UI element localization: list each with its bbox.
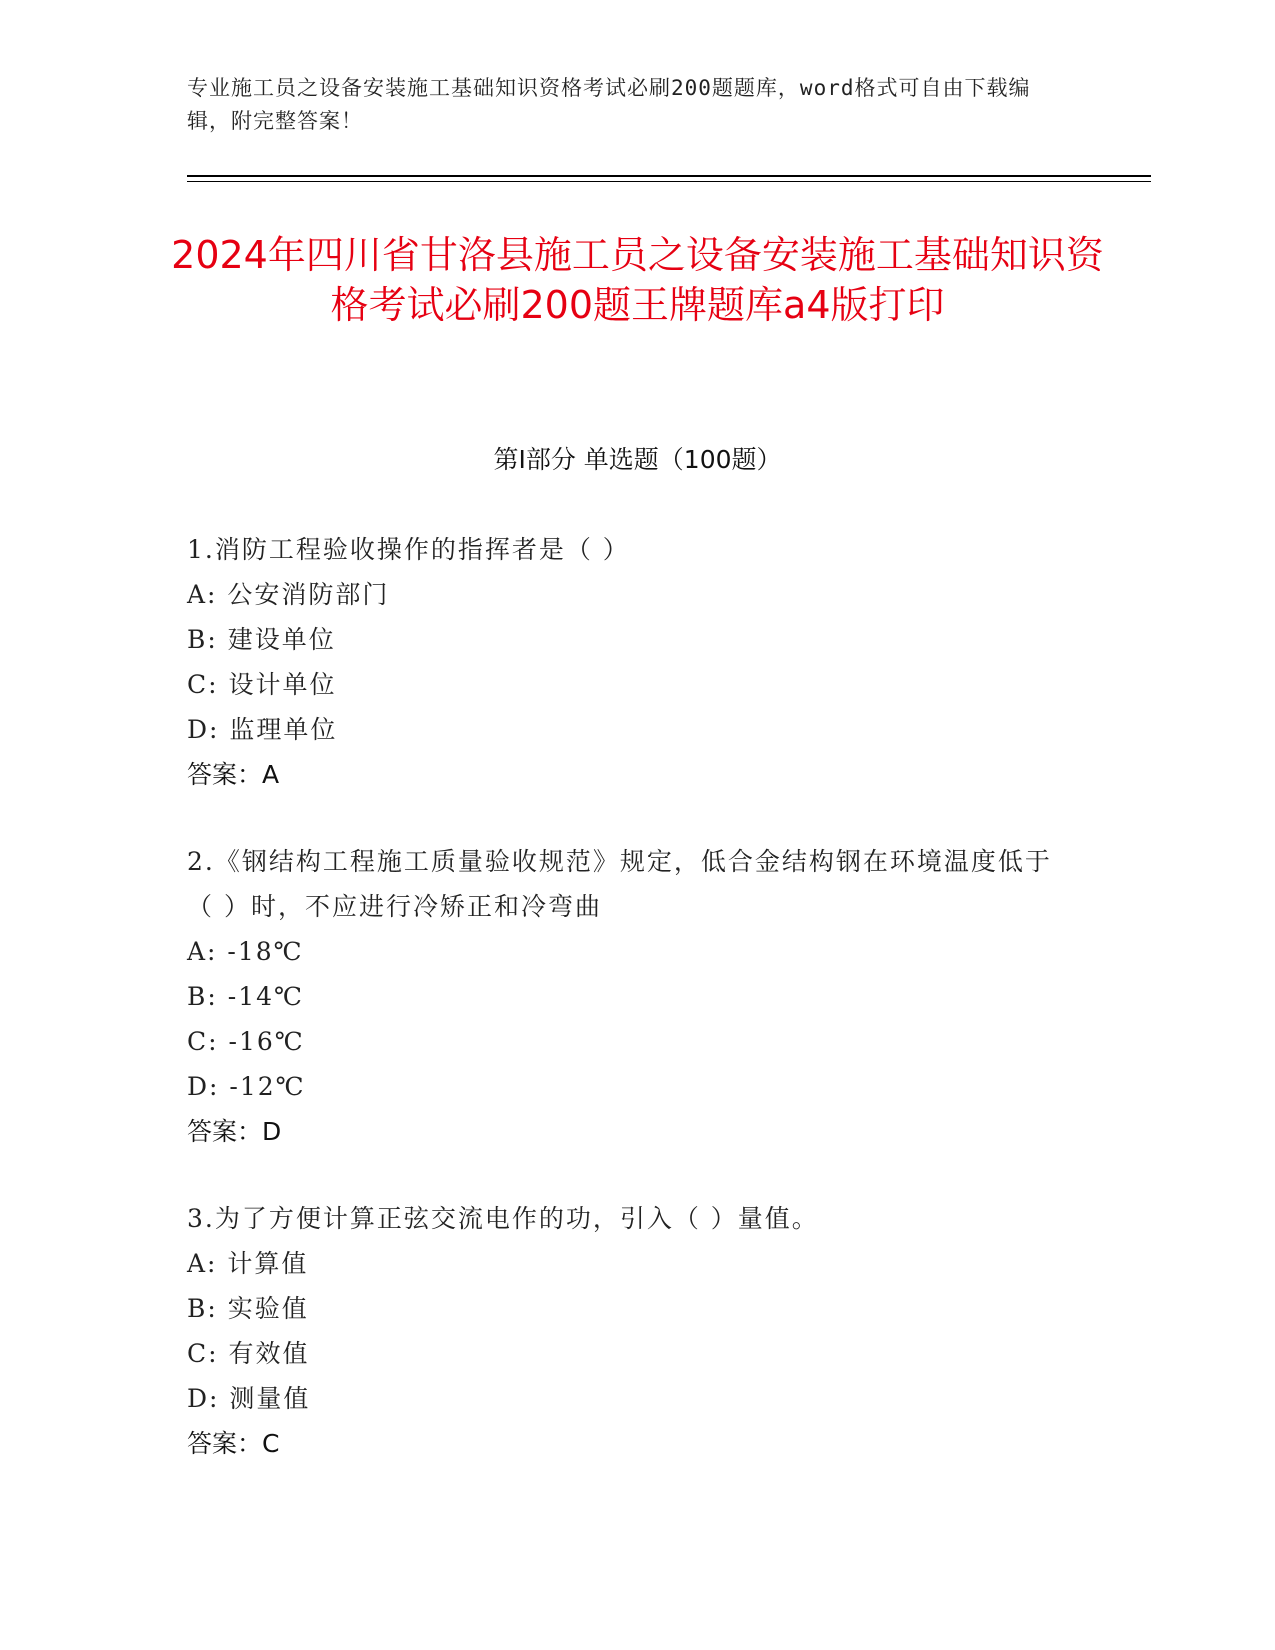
option-a: A: 计算值 [187,1249,309,1278]
answer: 答案：C [187,1429,280,1458]
question-stem: 2.《钢结构工程施工质量验收规范》规定，低合金结构钢在环境温度低于（ ）时，不应进行冷矫正和冷弯曲 [187,847,1052,921]
question-1 [187,527,1067,797]
option-c: C: 有效值 [187,1339,310,1368]
question-stem: 3.为了方便计算正弦交流电作的功，引入（ ）量值。 [187,1204,819,1233]
document-title: 2024年四川省甘洛县施工员之设备安装施工基础知识资格考试必刷200题王牌题库a4版打印 [171,233,1104,327]
option-d: D: -12℃ [187,1072,306,1101]
section-heading: 第I部分 单选题（100题） [493,445,782,474]
question-2 [187,839,1067,1154]
option-c: C: 设计单位 [187,670,337,699]
option-a: A: 公安消防部门 [187,580,390,609]
option-d: D: 测量值 [187,1384,311,1413]
question-stem: 1.消防工程验收操作的指挥者是（ ） [187,535,630,564]
option-d: D: 监理单位 [187,715,338,744]
option-b: B: -14℃ [187,982,304,1011]
option-b: B: 实验值 [187,1294,309,1323]
option-b: B: 建设单位 [187,625,336,654]
answer: 答案：A [187,760,280,789]
option-a: A: -18℃ [187,937,304,966]
option-c: C: -16℃ [187,1027,305,1056]
header-divider-thick [187,175,1151,177]
question-3 [187,1196,1067,1466]
answer: 答案：D [187,1117,282,1146]
question-list [187,527,1067,1508]
header-divider-thin [187,181,1151,182]
header-note: 专业施工员之设备安装施工基础知识资格考试必刷200题题库，word格式可自由下载编辑，附完整答案！ [187,76,1031,133]
